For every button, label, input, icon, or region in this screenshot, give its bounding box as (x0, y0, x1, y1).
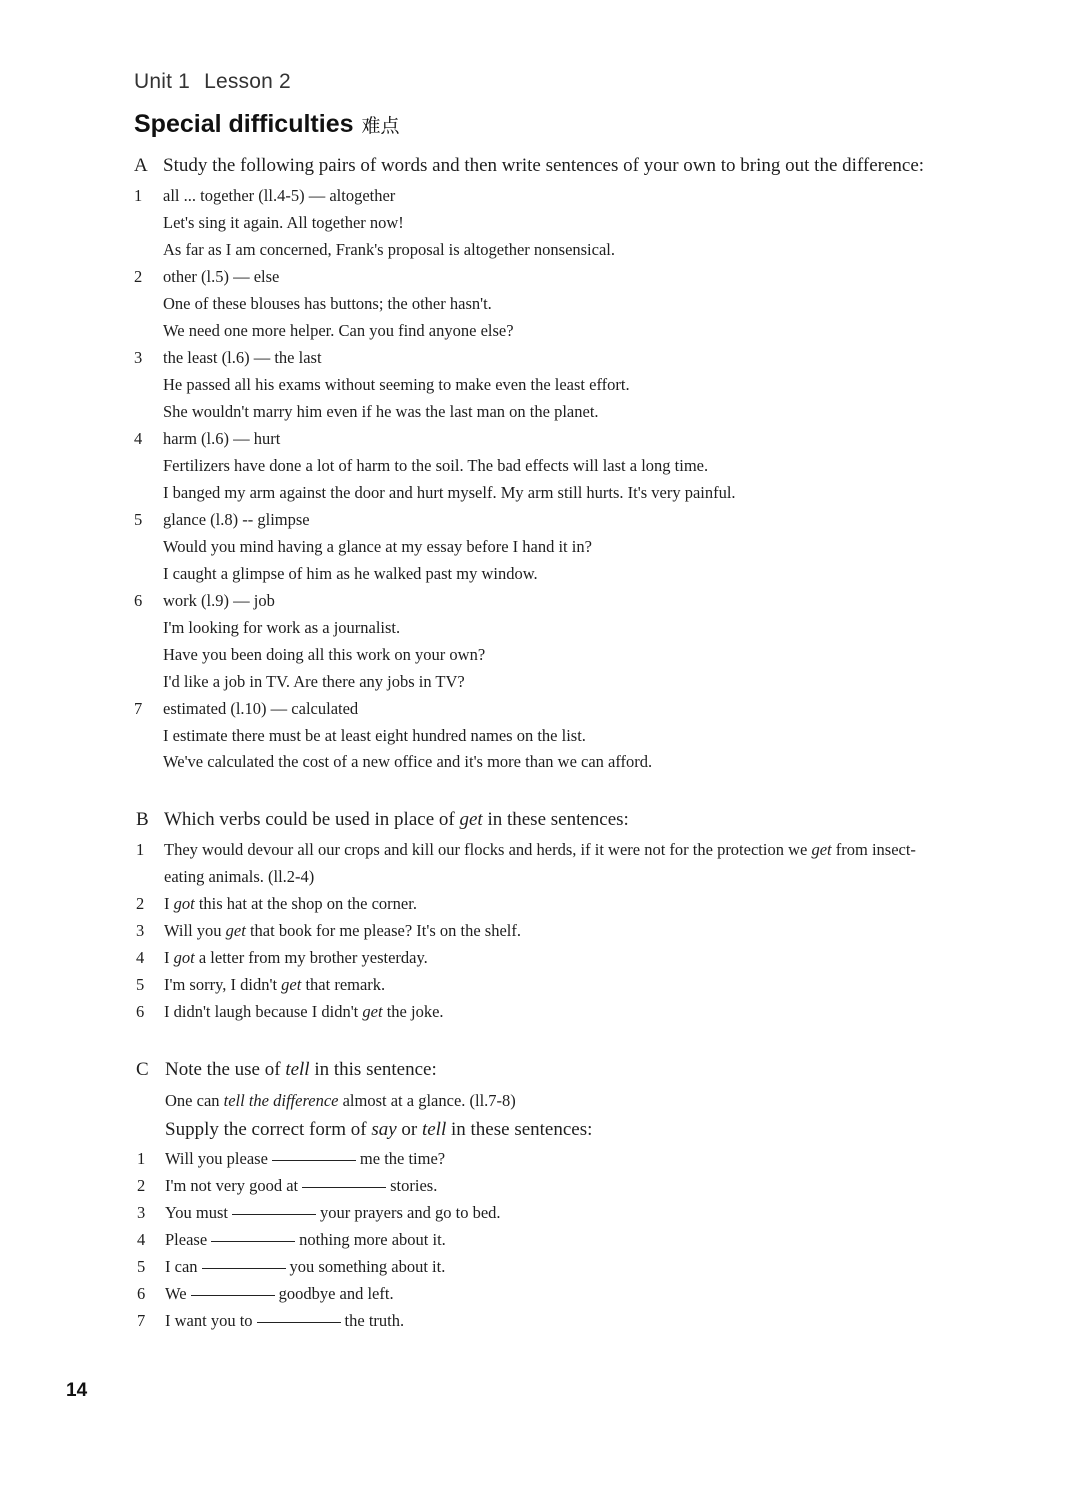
a-item-6-example-1: I'm looking for work as a journalist. (163, 618, 401, 637)
a-item-5-number: 5 (134, 510, 143, 529)
c-item-4-number: 4 (137, 1230, 146, 1249)
a-item-2-pair: other (l.5) — else (163, 267, 280, 286)
section-a-instruction: Study the following pairs of words and then write sentences of your own to bring out the difference: (163, 155, 925, 176)
b-item-1-continuation: eating animals. (ll.2-4) (164, 867, 315, 886)
c-item-7-text: I want you to the truth. (165, 1311, 405, 1330)
a-item-7-example-1: I estimate there must be at least eight hundred names on the list. (163, 726, 586, 745)
a-item-4-number: 4 (134, 429, 143, 448)
answer-blank[interactable] (257, 1321, 341, 1323)
title-english: Special difficulties (134, 110, 354, 138)
a-item-3-number: 3 (134, 348, 143, 367)
b-item-5-number: 5 (136, 975, 145, 994)
a-item-3-example-2: She wouldn't marry him even if he was the last man on the planet. (163, 402, 599, 421)
answer-blank[interactable] (202, 1267, 286, 1269)
page-title (134, 110, 400, 139)
c-item-3-text: You must your prayers and go to bed. (165, 1203, 501, 1222)
answer-blank[interactable] (211, 1240, 295, 1242)
b-item-3-number: 3 (136, 921, 145, 940)
answer-blank[interactable] (232, 1213, 316, 1215)
c-item-3-number: 3 (137, 1203, 146, 1222)
a-item-3-example-1: He passed all his exams without seeming to make even the least effort. (163, 375, 630, 394)
c-item-5-number: 5 (137, 1257, 146, 1276)
page-header (134, 70, 291, 94)
a-item-1-example-2: As far as I am concerned, Frank's proposal is altogether nonsensical. (163, 240, 616, 259)
c-item-5-text: I can you something about it. (165, 1257, 446, 1276)
a-item-6-pair: work (l.9) — job (163, 591, 275, 610)
c-item-2-text: I'm not very good at stories. (165, 1176, 438, 1195)
a-item-4-pair: harm (l.6) — hurt (163, 429, 281, 448)
a-item-6-number: 6 (134, 591, 143, 610)
a-item-5-example-1: Would you mind having a glance at my essay before I hand it in? (163, 537, 592, 556)
a-item-2-example-2: We need one more helper. Can you find anyone else? (163, 321, 514, 340)
section-a-letter: A (134, 155, 148, 176)
c-item-1-number: 1 (137, 1149, 146, 1168)
section-c-supply-instruction: Supply the correct form of say or tell in these sentences: (165, 1119, 593, 1140)
b-item-2-text: I got this hat at the shop on the corner. (164, 894, 417, 913)
section-c-example: One can tell the difference almost at a glance. (ll.7-8) (165, 1091, 516, 1110)
section-c-note: Note the use of tell in this sentence: (165, 1059, 437, 1080)
a-item-6-example-2: Have you been doing all this work on your own? (163, 645, 486, 664)
b-item-1-number: 1 (136, 840, 145, 859)
lesson-label: Lesson 2 (204, 70, 291, 93)
c-item-4-text: Please nothing more about it. (165, 1230, 446, 1249)
b-item-1-text: They would devour all our crops and kill our flocks and herds, if it were not for the protection we get from insect- (164, 840, 916, 859)
answer-blank[interactable] (191, 1294, 275, 1296)
c-item-1-text: Will you please me the time? (165, 1149, 446, 1168)
b-item-6-number: 6 (136, 1002, 145, 1021)
b-item-3-text: Will you get that book for me please? It's on the shelf. (164, 921, 521, 940)
a-item-5-pair: glance (l.8) -- glimpse (163, 510, 310, 529)
section-b-instruction: Which verbs could be used in place of get in these sentences: (164, 809, 629, 830)
a-item-4-example-1: Fertilizers have done a lot of harm to the soil. The bad effects will last a long time. (163, 456, 709, 475)
b-item-5-text: I'm sorry, I didn't get that remark. (164, 975, 386, 994)
page-number: 14 (66, 1380, 88, 1401)
a-item-7-pair: estimated (l.10) — calculated (163, 699, 359, 718)
a-item-2-example-1: One of these blouses has buttons; the other hasn't. (163, 294, 492, 313)
a-item-7-number: 7 (134, 699, 143, 718)
b-item-6-text: I didn't laugh because I didn't get the joke. (164, 1002, 444, 1021)
a-item-4-example-2: I banged my arm against the door and hurt myself. My arm still hurts. It's very painful. (163, 483, 736, 502)
a-item-6-example-3: I'd like a job in TV. Are there any jobs in TV? (163, 672, 465, 691)
title-chinese: 难点 (361, 115, 400, 137)
c-item-6-number: 6 (137, 1284, 146, 1303)
c-item-6-text: We goodbye and left. (165, 1284, 394, 1303)
a-item-5-example-2: I caught a glimpse of him as he walked past my window. (163, 564, 538, 583)
answer-blank[interactable] (302, 1186, 386, 1188)
unit-label: Unit 1 (134, 70, 191, 93)
section-c-letter: C (136, 1059, 149, 1080)
a-item-1-number: 1 (134, 186, 143, 205)
answer-blank[interactable] (272, 1159, 356, 1161)
b-item-2-number: 2 (136, 894, 145, 913)
b-item-4-text: I got a letter from my brother yesterday. (164, 948, 428, 967)
b-item-4-number: 4 (136, 948, 145, 967)
section-b-letter: B (136, 809, 149, 830)
a-item-7-example-2: We've calculated the cost of a new office and it's more than we can afford. (163, 752, 653, 771)
c-item-2-number: 2 (137, 1176, 146, 1195)
a-item-1-example-1: Let's sing it again. All together now! (163, 213, 404, 232)
c-item-7-number: 7 (137, 1311, 146, 1330)
a-item-2-number: 2 (134, 267, 143, 286)
a-item-1-pair: all ... together (ll.4-5) — altogether (163, 186, 396, 205)
a-item-3-pair: the least (l.6) — the last (163, 348, 322, 367)
